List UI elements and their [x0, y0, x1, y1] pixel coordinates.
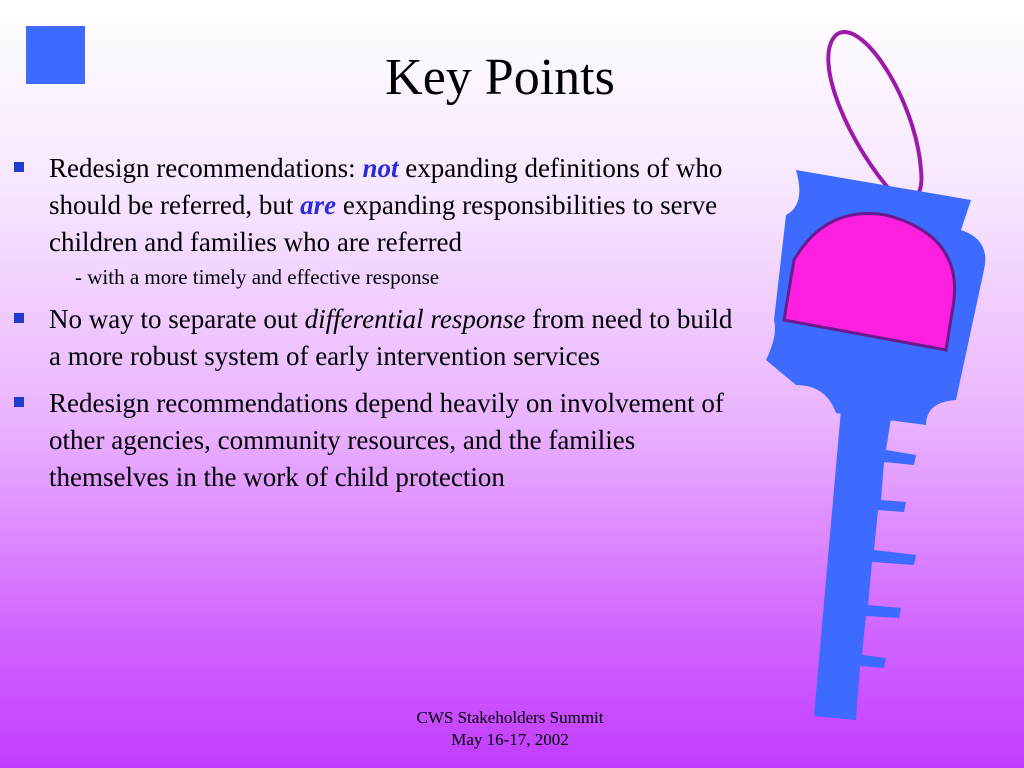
key-icon	[756, 30, 1006, 730]
bullet-text: No way to separate out differential response from need to build a more robust system of early intervention services	[49, 304, 733, 371]
emphasis-not: not	[362, 153, 399, 183]
slide-title: Key Points	[385, 49, 615, 106]
square-bullet-icon	[14, 162, 24, 172]
footer-date: May 16-17, 2002	[451, 730, 569, 749]
key-shaft	[814, 410, 916, 720]
emphasis-are: are	[300, 190, 337, 220]
bullet-text: Redesign recommendations: not expanding definitions of who should be referred, but are expanding responsibilities to serve children and families who are referred	[49, 153, 723, 257]
square-bullet-icon	[14, 397, 24, 407]
sub-point: - with a more timely and effective response	[75, 265, 440, 289]
square-bullet-icon	[14, 313, 24, 323]
bullet-list	[14, 150, 744, 506]
footer-event: CWS Stakeholders Summit	[416, 708, 604, 727]
bullet-item-2	[14, 301, 744, 375]
emphasis-differential-response: differential response	[304, 304, 526, 334]
bullet-item-1	[14, 150, 744, 291]
bullet-text: Redesign recommendations depend heavily on involvement of other agencies, community resources, and the families themselves in the work of child protection	[49, 388, 724, 492]
key-loop	[828, 32, 921, 201]
footer	[370, 707, 650, 751]
bullet-item-3	[14, 385, 744, 496]
